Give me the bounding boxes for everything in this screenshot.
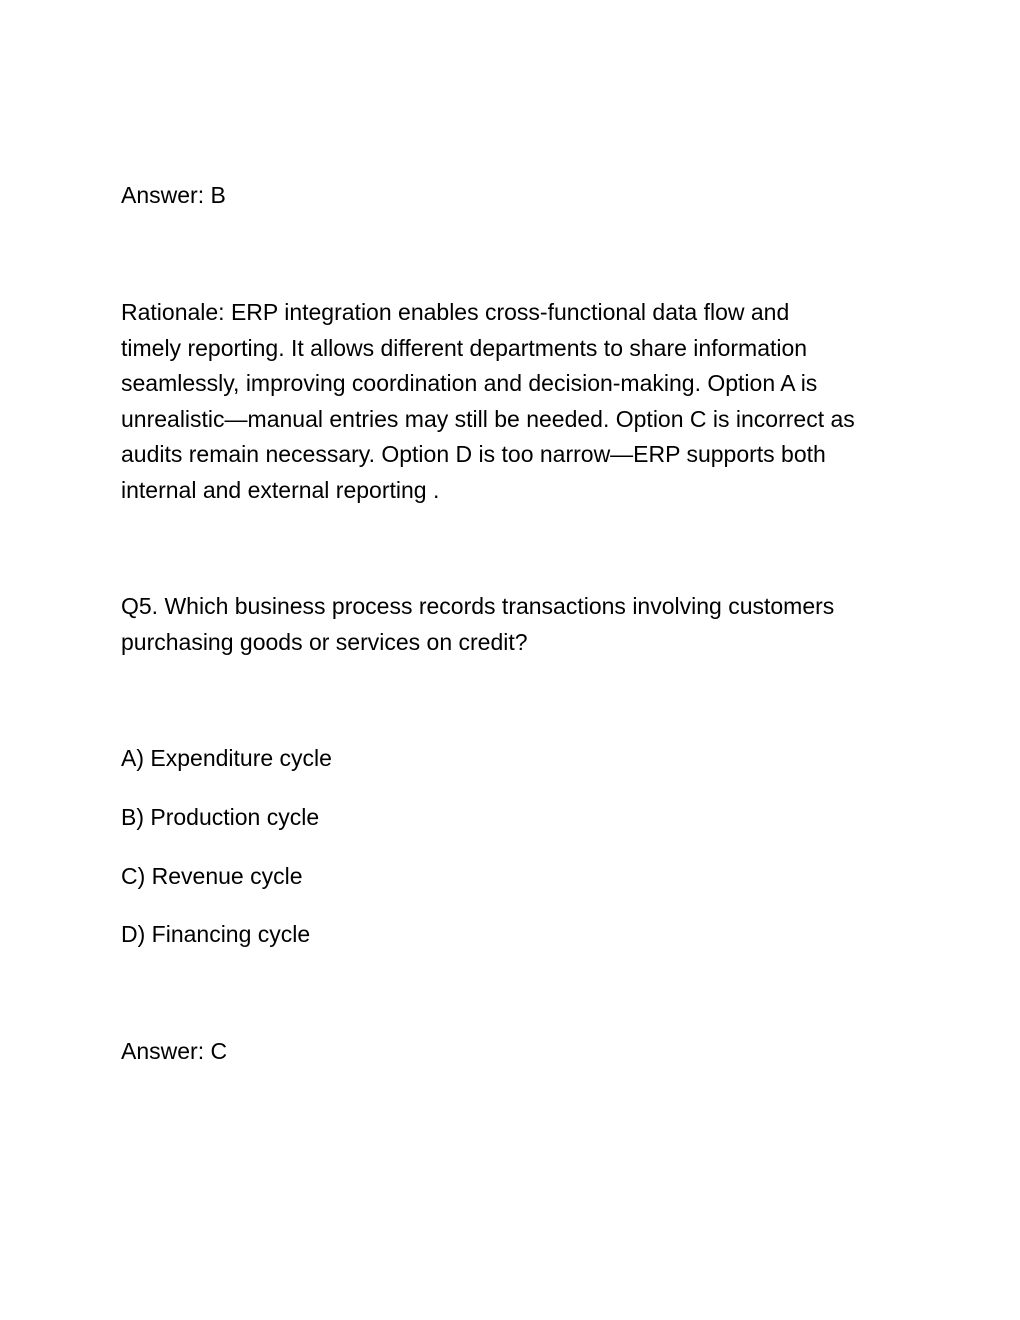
question-text <box>121 589 921 660</box>
question-answer: Answer: C <box>121 1038 228 1064</box>
rationale-line: Rationale: ERP integration enables cross-functional data flow and <box>121 299 790 325</box>
option-b: B) Production cycle <box>121 804 320 830</box>
rationale-paragraph <box>121 295 921 508</box>
rationale-line: timely reporting. It allows different departments to share information <box>121 334 808 361</box>
option-a: A) Expenditure cycle <box>121 745 332 771</box>
rationale-line: audits remain necessary. Option D is too narrow—ERP supports both <box>121 441 826 467</box>
option-c: C) Revenue cycle <box>121 863 303 889</box>
question-line: purchasing goods or services on credit? <box>121 628 528 655</box>
rationale-line: unrealistic—manual entries may still be needed. Option C is incorrect as <box>121 405 855 432</box>
rationale-line: internal and external reporting . <box>121 476 440 503</box>
question-line: Q5. Which business process records transactions involving customers <box>121 593 835 619</box>
previous-answer: Answer: B <box>121 182 226 208</box>
rationale-line: seamlessly, improving coordination and decision-making. Option A is <box>121 370 818 396</box>
option-d: D) Financing cycle <box>121 921 311 947</box>
